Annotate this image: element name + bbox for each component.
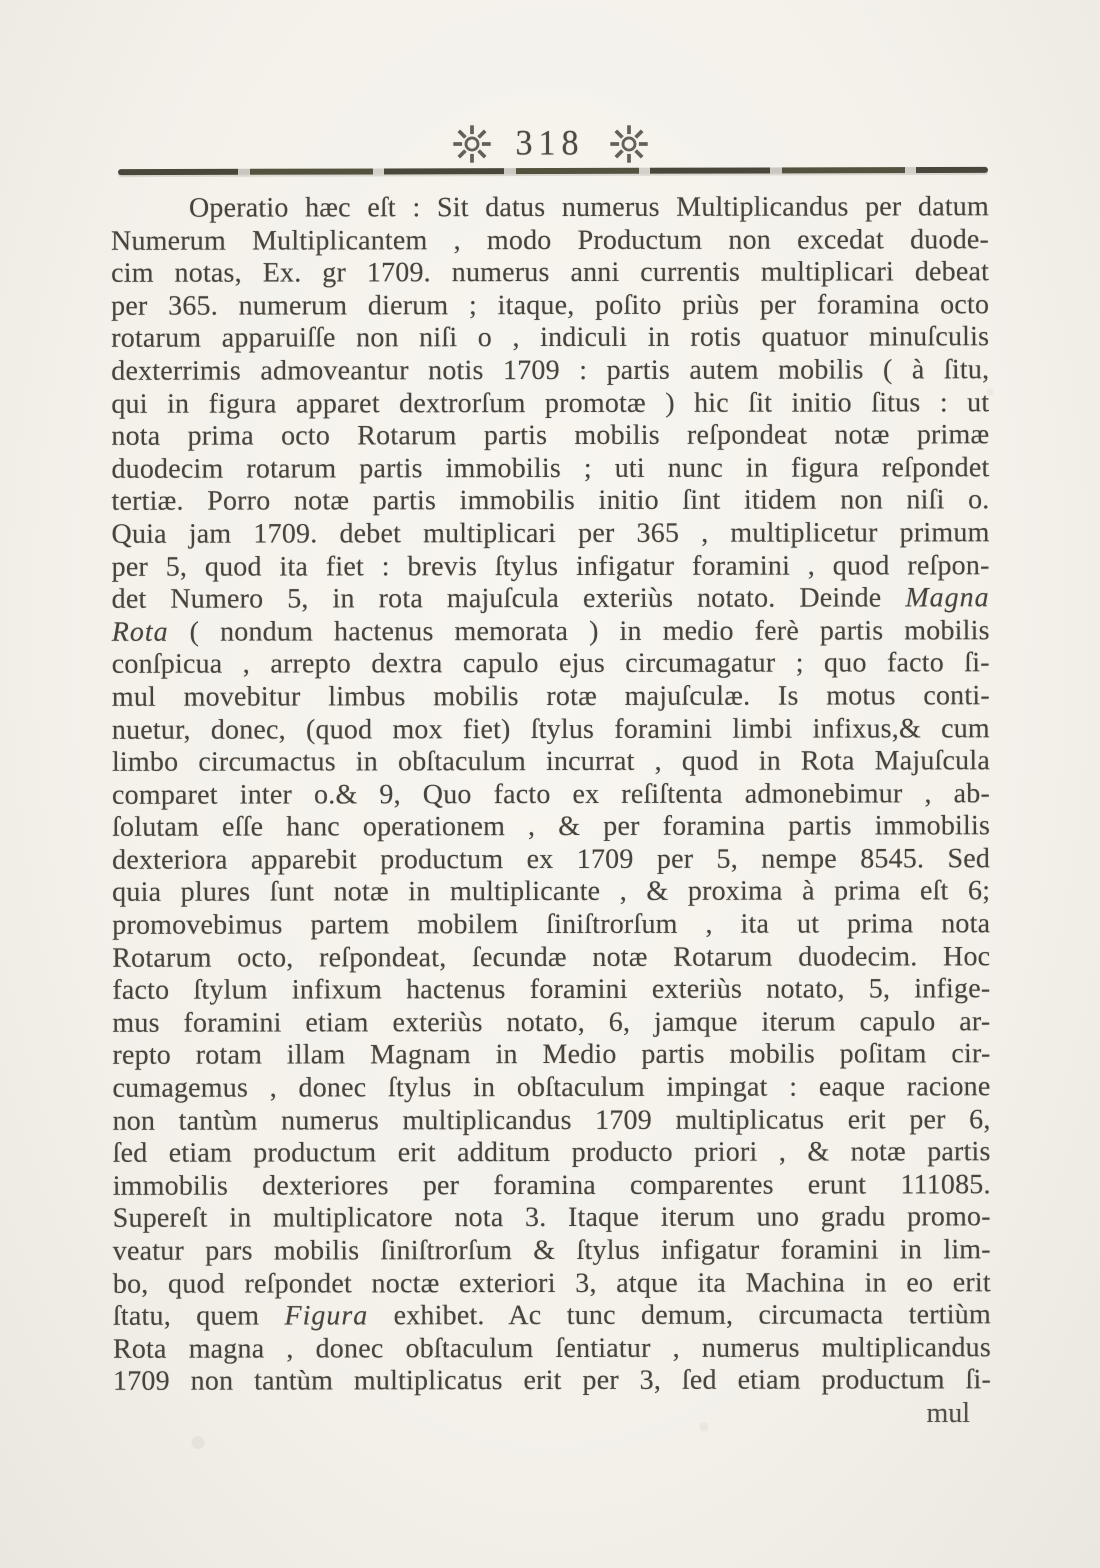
- text-segment: promovebimus partem mobilem ſiniſtrorſum , ita ut prima nota: [112, 908, 991, 941]
- text-line: [111, 419, 989, 453]
- text-segment: Quia jam 1709. debet multiplicari per 365 , multiplicetur primum: [111, 517, 990, 550]
- text-line: [111, 354, 989, 388]
- text-line: [113, 1234, 991, 1268]
- text-segment: mul movebitur limbus mobilis rotæ majuſculæ. Is motus conti-: [111, 680, 990, 713]
- text-line: [113, 1202, 991, 1236]
- italic-text: Rota: [111, 616, 169, 648]
- rosette-fleuron-right-icon: [607, 122, 651, 166]
- text-segment: cumagemus , donec ſtylus in obſtaculum impingat : eaque racione: [112, 1071, 991, 1104]
- header-rule: [118, 167, 988, 175]
- rosette-fleuron-left-icon: [450, 122, 494, 166]
- text-segment: duodecim rotarum partis immobilis ; uti nunc in figura reſpondet: [111, 451, 990, 485]
- text-line: [111, 289, 989, 323]
- text-line: [113, 1332, 991, 1366]
- text-segment: quia plures ſunt notæ in multiplicante , & proxima à prima eſt 6;: [112, 875, 991, 909]
- text-line: [112, 973, 990, 1007]
- page-header: [0, 118, 1100, 170]
- text-line: [113, 1365, 991, 1399]
- text-segment: conſpicua , arrepto dextra capulo ejus circumagatur ; quo facto ſi-: [111, 647, 990, 681]
- text-line: [112, 1071, 990, 1105]
- text-segment: Rotarum octo, reſpondeat, ſecundæ notæ Rotarum duodecim. Hoc: [112, 940, 991, 974]
- text-segment: qui in figura apparet dextrorſum promotæ ) hic ſit initio ſitus : ut: [111, 386, 990, 420]
- text-line: [112, 908, 990, 942]
- catchword: mul: [926, 1398, 970, 1429]
- text-line: [113, 1169, 991, 1203]
- text-line: [113, 1136, 991, 1170]
- text-line: [113, 1299, 991, 1333]
- page-number: 318: [515, 124, 585, 163]
- text-line: [112, 843, 990, 877]
- text-segment: 1709 non tantùm multiplicatus erit per 3, ſed etiam productum ſi-: [112, 1364, 992, 1398]
- text-line: [112, 713, 990, 747]
- italic-text: Magna: [905, 582, 990, 614]
- text-line: [111, 322, 989, 356]
- text-segment: ſolutam eſſe hanc operationem , & per foramina partis immobilis: [112, 810, 991, 844]
- text-segment: rotarum apparuiſſe non niſi o , indiculi in rotis quatuor minuſculis: [111, 321, 990, 355]
- text-segment: ſed etiam productum erit additum producto priori , & notæ partis: [112, 1136, 991, 1169]
- text-segment: ( nondum hactenus memorata ) in medio ferè partis mobilis: [168, 614, 990, 648]
- text-segment: repto rotam illam Magnam in Medio partis mobilis poſitam cir-: [112, 1038, 991, 1072]
- italic-text: Figura: [284, 1300, 369, 1332]
- text-segment: immobilis dexteriores per foramina comparentes erunt 111085.: [112, 1169, 991, 1202]
- text-line: [112, 1006, 990, 1040]
- text-segment: veatur pars mobilis ſiniſtrorſum & ſtylus infigatur foramini in lim-: [112, 1234, 991, 1267]
- text-segment: per 5, quod ita fiet : brevis ſtylus infigatur foramini , quod reſpon-: [111, 549, 990, 583]
- text-segment: non tantùm numerus multiplicandus 1709 multiplicatus erit per 6,: [112, 1103, 991, 1137]
- text-line: [112, 517, 990, 551]
- text-line: [113, 1104, 991, 1138]
- text-line: [112, 941, 990, 975]
- text-segment: mus foramini etiam exteriùs notato, 6, jamque iterum capulo ar-: [112, 1006, 991, 1039]
- text-line: [112, 550, 990, 584]
- text-line: [112, 745, 990, 779]
- text-segment: nuetur, donec, (quod mox fiet) ſtylus foramini limbi infixus,& cum: [111, 712, 990, 746]
- text-segment: det Numero 5, in rota majuſcula exteriùs notato. Deinde: [111, 582, 906, 615]
- text-segment: tertiæ. Porro notæ partis immobilis initio ſint itidem non niſi o.: [111, 484, 990, 518]
- text-segment: comparet inter o.& 9, Quo facto ex reſiſtenta admonebimur , ab-: [111, 777, 991, 811]
- text-segment: dexteriora apparebit productum ex 1709 per 5, nempe 8545. Sed: [112, 843, 991, 876]
- text-line: [111, 224, 989, 258]
- text-line: [111, 485, 989, 519]
- text-line: [111, 452, 989, 486]
- text-line: [112, 778, 990, 812]
- text-segment: limbo circumactus in obſtaculum incurrat , quod in Rota Majuſcula: [111, 745, 990, 778]
- text-line: [112, 1039, 990, 1073]
- text-line: [112, 582, 990, 616]
- text-segment: exhibet. Ac tunc demum, circumacta tertiùm: [368, 1299, 991, 1332]
- text-line: [112, 811, 990, 845]
- text-line: [112, 680, 990, 714]
- text-line: [111, 191, 989, 225]
- text-segment: bo, quod reſpondet noctæ exteriori 3, atque ita Machina in eo erit: [112, 1266, 991, 1300]
- text-segment: ſtatu, quem: [112, 1300, 285, 1332]
- text-segment: per 365. numerum dierum ; itaque, poſito priùs per foramina octo: [111, 289, 990, 322]
- text-segment: Operatio hæc eſt : Sit datus numerus Multiplicandus per datum: [188, 191, 990, 224]
- text-segment: nota prima octo Rotarum partis mobilis reſpondeat notæ primæ: [111, 419, 990, 452]
- text-line: [112, 648, 990, 682]
- text-segment: Numerum Multiplicantem , modo Productum non excedat duode-: [111, 223, 990, 257]
- text-segment: cim notas, Ex. gr 1709. numerus anni currentis multiplicari debeat: [111, 256, 990, 289]
- text-line: [113, 1267, 991, 1301]
- text-line: [112, 876, 990, 910]
- text-line: [111, 256, 989, 290]
- text-segment: dexterrimis admoveantur notis 1709 : partis autem mobilis ( à ſitu,: [111, 354, 990, 387]
- text-segment: Rota magna , donec obſtaculum ſentiatur , numerus multiplicandus: [112, 1332, 991, 1365]
- text-line: [112, 615, 990, 649]
- body-text: [111, 191, 991, 1398]
- text-segment: Supereſt in multiplicatore nota 3. Itaque iterum uno gradu promo-: [112, 1201, 991, 1235]
- text-line: [111, 387, 989, 421]
- text-segment: facto ſtylum infixum hactenus foramini exteriùs notato, 5, infige-: [112, 973, 991, 1007]
